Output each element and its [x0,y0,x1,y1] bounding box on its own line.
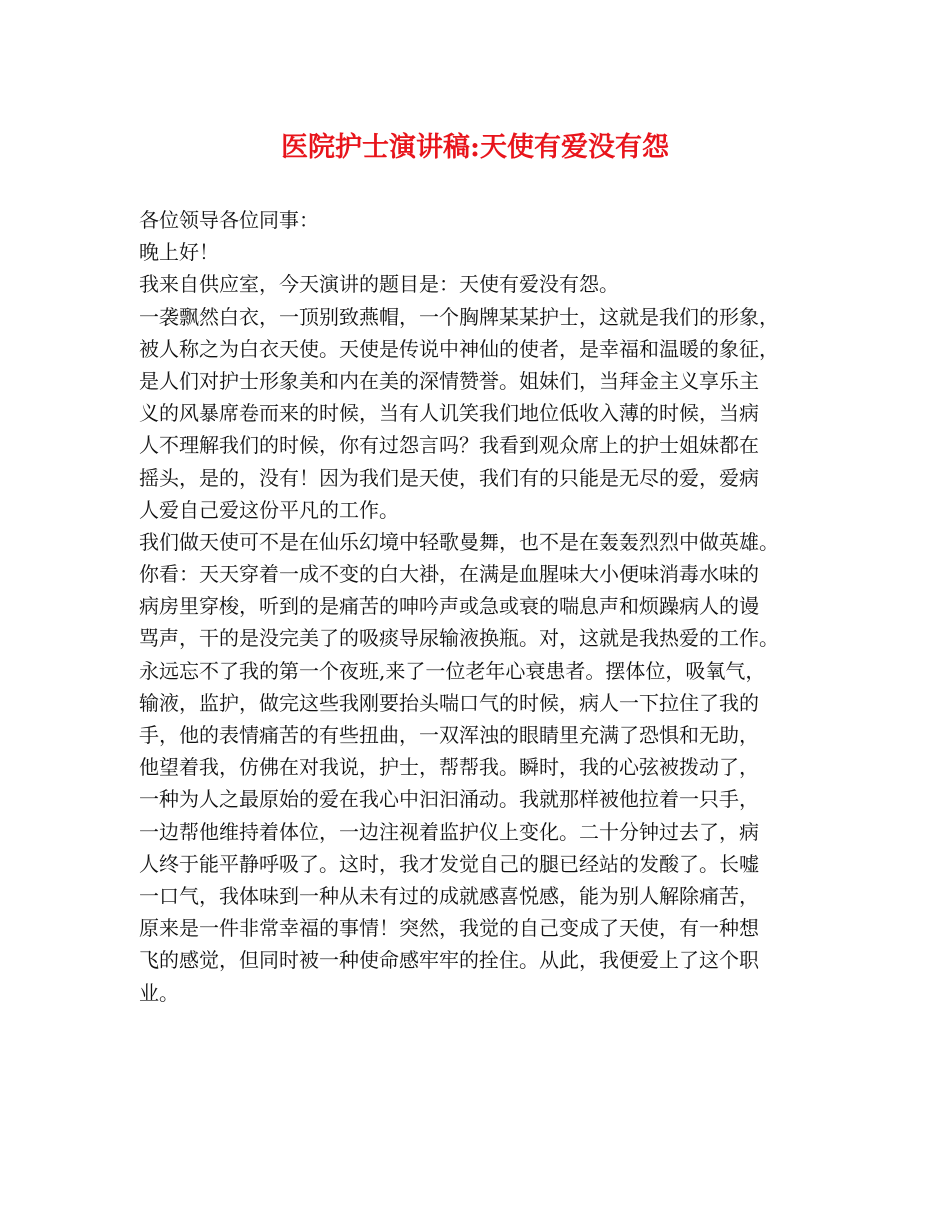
text-line: 我来自供应室，今天演讲的题目是：天使有爱没有怨。 [139,272,619,297]
text-line: 一边帮他维持着体位，一边注视着监护仪上变化。二十分钟过去了，病 [139,819,759,844]
text-line: 病房里穿梭，听到的是痛苦的呻吟声或急或衰的喘息声和烦躁病人的谩 [139,594,759,619]
document-title: 医院护士演讲稿:天使有爱没有怨 [281,132,669,163]
text-line: 手，他的表情痛苦的有些扭曲，一双浑浊的眼睛里充满了恐惧和无助， [139,723,759,747]
text-line: 骂声，干的是没完美了的吸痰导尿输液换瓶。对，这就是我热爱的工作。 [139,626,779,651]
text-line: 永远忘不了我的第一个夜班,来了一位老年心衰患者。摆体位，吸氧气， [139,658,766,683]
text-line: 是人们对护士形象美和内在美的深情赞誉。姐妹们，当拜金主义享乐主 [139,368,759,393]
text-line: 晚上好！ [139,240,219,265]
text-line: 一口气，我体味到一种从未有过的成就感喜悦感，能为别人解除痛苦， [139,883,759,908]
text-line: 一袭飘然白衣，一顶别致燕帽，一个胸牌某某护士，这就是我们的形象， [139,304,779,329]
text-line: 各位领导各位同事： [139,208,319,232]
document-body [139,204,829,1009]
text-line: 他望着我，仿佛在对我说，护士，帮帮我。瞬时，我的心弦被拨动了， [139,755,759,780]
text-line: 人爱自己爱这份平凡的工作。 [139,497,399,522]
text-line: 被人称之为白衣天使。天使是传说中神仙的使者，是幸福和温暖的象征， [139,336,779,361]
text-line: 一种为人之最原始的爱在我心中汩汩涌动。我就那样被他拉着一只手， [139,787,759,812]
text-line: 业。 [139,980,179,1005]
text-line: 人终于能平静呼吸了。这时，我才发觉自己的腿已经站的发酸了。长嘘 [139,851,759,876]
text-line: 输液，监护，做完这些我刚要抬头喘口气的时候，病人一下拉住了我的 [139,690,759,715]
text-line: 摇头，是的，没有！因为我们是天使，我们有的只能是无尽的爱，爱病 [139,465,759,490]
text-line: 原来是一件非常幸福的事情！突然，我觉的自己变成了天使，有一种想 [139,916,759,941]
text-line: 你看：天天穿着一成不变的白大褂，在满是血腥味大小便味消毒水味的 [139,562,759,587]
text-line: 人不理解我们的时候，你有过怨言吗？我看到观众席上的护士姐妹都在 [139,433,759,458]
text-line: 飞的感觉，但同时被一种使命感牢牢的拴住。从此，我便爱上了这个职 [139,948,759,973]
text-line: 义的风暴席卷而来的时候，当有人讥笑我们地位低收入薄的时候，当病 [139,401,759,426]
text-line: 我们做天使可不是在仙乐幻境中轻歌曼舞，也不是在轰轰烈烈中做英雄。 [139,529,779,554]
